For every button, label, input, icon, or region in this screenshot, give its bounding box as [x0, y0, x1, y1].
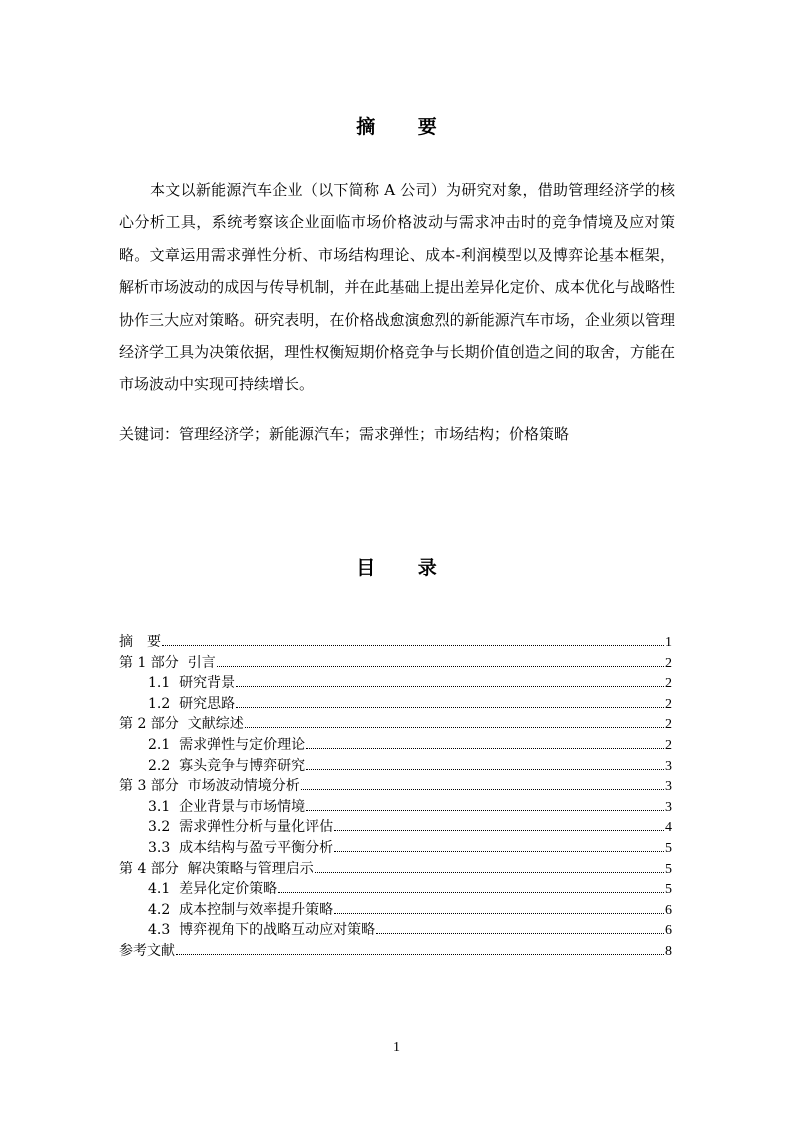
toc-entry[interactable] — [119, 941, 672, 962]
toc-entry-page: 3 — [665, 799, 672, 815]
toc-dot-leader — [306, 810, 664, 811]
toc-entry-label: 第 2 部分 文献综述 — [119, 716, 244, 733]
toc-dot-leader — [236, 686, 664, 687]
toc-entry[interactable] — [119, 920, 672, 941]
toc-dot-leader — [376, 933, 664, 934]
table-of-contents — [119, 632, 672, 962]
toc-entry-page: 3 — [665, 779, 672, 795]
toc-entry-label: 第 3 部分 市场波动情境分析 — [119, 778, 300, 795]
toc-entry[interactable] — [119, 817, 672, 838]
toc-entry[interactable] — [119, 694, 672, 715]
toc-entry-page: 3 — [665, 758, 672, 774]
toc-entry-label: 3.1 企业背景与市场情境 — [148, 798, 306, 815]
toc-entry-page: 4 — [665, 820, 672, 836]
toc-dot-leader — [334, 913, 664, 914]
toc-entry-page: 6 — [665, 902, 672, 918]
toc-dot-leader — [306, 769, 664, 770]
abstract-title: 摘 要 — [356, 116, 455, 138]
toc-entry-label: 1.1 研究背景 — [148, 675, 236, 692]
toc-dot-leader — [306, 748, 664, 749]
abstract-body: 本文以新能源汽车企业（以下简称 A 公司）为研究对象，借助管理经济学的核心分析工具，系统考察该企业面临市场价格波动与需求冲击时的竞争情境及应对策略。文章运用需求弹性分析、市场结构理论、成本-利润模型以及博弈论基本框架，解析市场波动的成因与传导机制，并在此基础上提出差异化定价、成本优化与战略性协作三大应对策略。研究表明，在价格战愈演愈烈的新能源汽车市场，企业须以管理经济学工具为决策依据，理性权衡短期价格竞争与长期价值创造之间的取舍，方能在市场波动中实现可持续增长。 — [119, 181, 675, 394]
toc-dot-leader — [236, 707, 664, 708]
toc-entry[interactable] — [119, 838, 672, 859]
toc-dot-leader — [334, 851, 664, 852]
toc-entry-label: 3.3 成本结构与盈亏平衡分析 — [148, 839, 334, 856]
toc-entry-page: 5 — [665, 861, 672, 877]
page-number: 1 — [393, 1040, 400, 1055]
toc-dot-leader — [162, 645, 664, 646]
toc-dot-leader — [245, 727, 664, 728]
toc-entry[interactable] — [119, 879, 672, 900]
toc-entry-label: 4.1 差异化定价策略 — [148, 881, 278, 898]
toc-entry-page: 1 — [665, 635, 672, 650]
toc-entry-page: 8 — [665, 943, 672, 959]
toc-entry-label: 第 1 部分 引言 — [119, 654, 216, 671]
toc-entry-label: 摘 要 — [119, 634, 161, 650]
toc-dot-leader — [278, 892, 664, 893]
toc-entry-label: 参考文献 — [119, 942, 175, 959]
toc-dot-leader — [217, 666, 664, 667]
toc-entry[interactable] — [119, 735, 672, 756]
toc-entry-label: 2.1 需求弹性与定价理论 — [148, 736, 306, 753]
toc-entry-label: 1.2 研究思路 — [148, 695, 236, 712]
toc-entry-label: 第 4 部分 解决策略与管理启示 — [119, 860, 314, 877]
toc-entry-page: 6 — [665, 923, 672, 939]
toc-dot-leader — [301, 789, 664, 790]
toc-entry[interactable] — [119, 714, 672, 735]
toc-entry-page: 2 — [665, 655, 672, 671]
toc-entry-page: 5 — [665, 882, 672, 898]
toc-entry[interactable] — [119, 653, 672, 674]
toc-entry[interactable] — [119, 673, 672, 694]
toc-dot-leader — [315, 872, 664, 873]
toc-entry-page: 5 — [665, 840, 672, 856]
toc-entry-page: 2 — [665, 676, 672, 692]
toc-dot-leader — [176, 954, 664, 955]
toc-entry[interactable] — [119, 776, 672, 797]
toc-entry[interactable] — [119, 797, 672, 818]
toc-entry-label: 4.2 成本控制与效率提升策略 — [148, 901, 334, 918]
toc-entry-label: 4.3 博弈视角下的战略互动应对策略 — [148, 922, 376, 939]
toc-entry-page: 2 — [665, 737, 672, 753]
toc-entry-label: 3.2 需求弹性分析与量化评估 — [148, 819, 334, 836]
toc-entry[interactable] — [119, 632, 672, 653]
toc-title: 目 录 — [356, 557, 455, 579]
toc-entry-page: 2 — [665, 696, 672, 712]
toc-entry-page: 2 — [665, 717, 672, 733]
toc-dot-leader — [334, 830, 664, 831]
toc-entry[interactable] — [119, 900, 672, 921]
keywords: 关键词：管理经济学；新能源汽车；需求弹性；市场结构；价格策略 — [119, 425, 570, 443]
toc-entry[interactable] — [119, 859, 672, 880]
toc-entry-label: 2.2 寡头竞争与博弈研究 — [148, 757, 306, 774]
toc-entry[interactable] — [119, 756, 672, 777]
